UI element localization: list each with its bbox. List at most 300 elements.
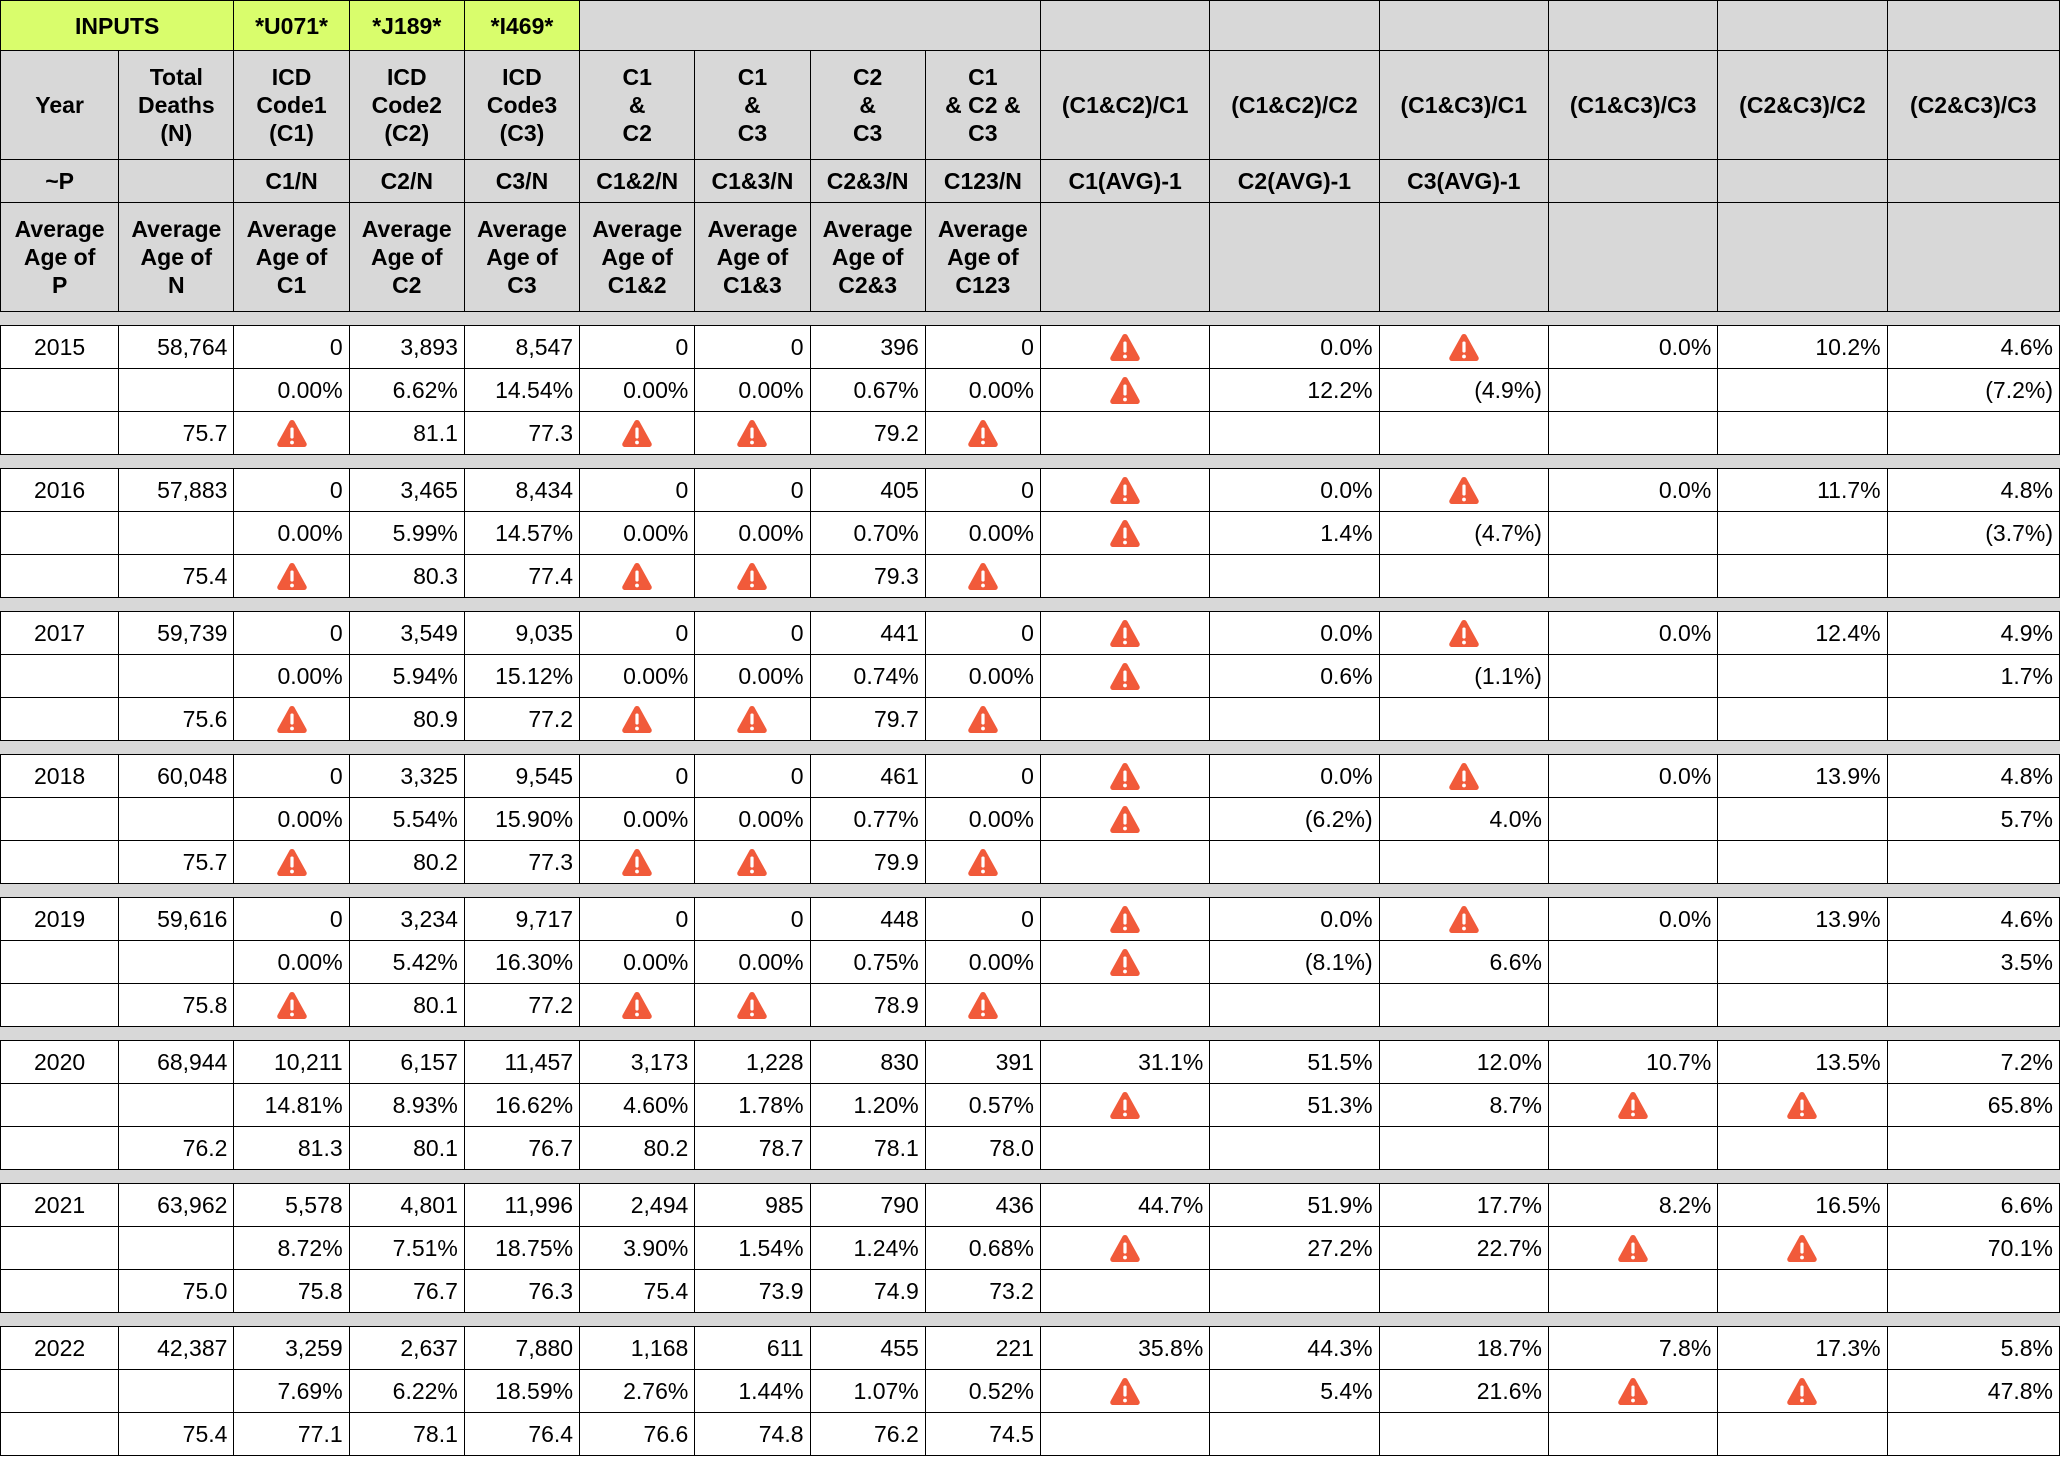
value-cell[interactable]: 3,465 <box>349 469 464 512</box>
value-cell[interactable]: 0.00% <box>695 941 810 984</box>
value-cell[interactable]: 0.00% <box>925 655 1040 698</box>
warning-cell[interactable] <box>234 412 349 455</box>
value-cell[interactable]: (4.9%) <box>1379 369 1548 412</box>
value-cell[interactable]: 0 <box>695 612 810 655</box>
value-cell[interactable]: 75.8 <box>234 1270 349 1313</box>
value-cell[interactable]: 0.67% <box>810 369 925 412</box>
value-cell[interactable] <box>1 1413 119 1456</box>
value-cell[interactable]: 77.1 <box>234 1413 349 1456</box>
warning-cell[interactable] <box>925 841 1040 884</box>
value-cell[interactable]: 1.54% <box>695 1227 810 1270</box>
year-cell[interactable]: 2018 <box>1 755 119 798</box>
value-cell[interactable]: 75.7 <box>119 412 234 455</box>
warning-cell[interactable] <box>925 412 1040 455</box>
value-cell[interactable]: 74.8 <box>695 1413 810 1456</box>
year-cell[interactable]: 2017 <box>1 612 119 655</box>
value-cell[interactable]: 60,048 <box>119 755 234 798</box>
input-code1-cell[interactable]: *U071* <box>234 1 349 51</box>
value-cell[interactable]: 47.8% <box>1887 1370 2059 1413</box>
value-cell[interactable]: 3,893 <box>349 326 464 369</box>
value-cell[interactable]: 0.00% <box>925 369 1040 412</box>
value-cell[interactable] <box>1548 512 1717 555</box>
warning-cell[interactable] <box>1040 469 1209 512</box>
value-cell[interactable]: 16.5% <box>1718 1184 1887 1227</box>
warning-cell[interactable] <box>1379 755 1548 798</box>
value-cell[interactable]: 80.9 <box>349 698 464 741</box>
value-cell[interactable]: (4.7%) <box>1379 512 1548 555</box>
value-cell[interactable] <box>119 369 234 412</box>
value-cell[interactable]: 396 <box>810 326 925 369</box>
value-cell[interactable] <box>119 1370 234 1413</box>
value-cell[interactable]: 78.1 <box>810 1127 925 1170</box>
value-cell[interactable]: 1.07% <box>810 1370 925 1413</box>
value-cell[interactable]: 0.0% <box>1210 755 1379 798</box>
warning-cell[interactable] <box>234 841 349 884</box>
value-cell[interactable]: 0.00% <box>234 512 349 555</box>
value-cell[interactable] <box>1718 984 1887 1027</box>
value-cell[interactable]: 461 <box>810 755 925 798</box>
value-cell[interactable]: 0.00% <box>580 941 695 984</box>
value-cell[interactable]: 77.4 <box>464 555 579 598</box>
value-cell[interactable] <box>1718 841 1887 884</box>
value-cell[interactable]: 2.76% <box>580 1370 695 1413</box>
value-cell[interactable]: 51.9% <box>1210 1184 1379 1227</box>
value-cell[interactable]: 0.00% <box>695 512 810 555</box>
value-cell[interactable] <box>1887 412 2059 455</box>
value-cell[interactable] <box>1210 1413 1379 1456</box>
value-cell[interactable]: 13.9% <box>1718 755 1887 798</box>
warning-cell[interactable] <box>1548 1227 1717 1270</box>
year-cell[interactable]: 2021 <box>1 1184 119 1227</box>
value-cell[interactable]: 80.1 <box>349 984 464 1027</box>
value-cell[interactable]: 58,764 <box>119 326 234 369</box>
value-cell[interactable]: 0 <box>580 326 695 369</box>
year-cell[interactable]: 2019 <box>1 898 119 941</box>
value-cell[interactable] <box>1718 1413 1887 1456</box>
value-cell[interactable]: (8.1%) <box>1210 941 1379 984</box>
value-cell[interactable]: 10,211 <box>234 1041 349 1084</box>
value-cell[interactable]: 7.51% <box>349 1227 464 1270</box>
input-code3-cell[interactable]: *I469* <box>464 1 579 51</box>
value-cell[interactable]: 8.7% <box>1379 1084 1548 1127</box>
value-cell[interactable]: 4,801 <box>349 1184 464 1227</box>
value-cell[interactable]: 10.2% <box>1718 326 1887 369</box>
value-cell[interactable]: 75.4 <box>580 1270 695 1313</box>
value-cell[interactable] <box>119 1227 234 1270</box>
value-cell[interactable] <box>1718 941 1887 984</box>
value-cell[interactable] <box>1379 841 1548 884</box>
warning-cell[interactable] <box>1718 1084 1887 1127</box>
warning-cell[interactable] <box>1040 655 1209 698</box>
value-cell[interactable]: 59,739 <box>119 612 234 655</box>
value-cell[interactable]: 0.0% <box>1548 898 1717 941</box>
value-cell[interactable] <box>1 369 119 412</box>
value-cell[interactable] <box>1040 698 1209 741</box>
value-cell[interactable]: 3,325 <box>349 755 464 798</box>
value-cell[interactable]: 8,547 <box>464 326 579 369</box>
value-cell[interactable]: 436 <box>925 1184 1040 1227</box>
value-cell[interactable] <box>1040 555 1209 598</box>
value-cell[interactable]: 4.8% <box>1887 469 2059 512</box>
warning-cell[interactable] <box>1040 326 1209 369</box>
value-cell[interactable]: 81.3 <box>234 1127 349 1170</box>
value-cell[interactable]: 8.72% <box>234 1227 349 1270</box>
value-cell[interactable]: 17.3% <box>1718 1327 1887 1370</box>
value-cell[interactable]: 15.90% <box>464 798 579 841</box>
value-cell[interactable] <box>1040 1127 1209 1170</box>
warning-cell[interactable] <box>1379 469 1548 512</box>
value-cell[interactable]: 1.44% <box>695 1370 810 1413</box>
value-cell[interactable]: 80.3 <box>349 555 464 598</box>
value-cell[interactable]: 2,637 <box>349 1327 464 1370</box>
value-cell[interactable]: 74.5 <box>925 1413 1040 1456</box>
value-cell[interactable]: 6.6% <box>1379 941 1548 984</box>
value-cell[interactable]: 9,545 <box>464 755 579 798</box>
value-cell[interactable] <box>1 1270 119 1313</box>
warning-cell[interactable] <box>1040 898 1209 941</box>
value-cell[interactable]: 830 <box>810 1041 925 1084</box>
value-cell[interactable]: 0.57% <box>925 1084 1040 1127</box>
warning-cell[interactable] <box>234 555 349 598</box>
value-cell[interactable]: 63,962 <box>119 1184 234 1227</box>
value-cell[interactable]: 77.3 <box>464 412 579 455</box>
year-cell[interactable]: 2016 <box>1 469 119 512</box>
value-cell[interactable]: 0 <box>695 469 810 512</box>
value-cell[interactable]: 15.12% <box>464 655 579 698</box>
value-cell[interactable]: 0 <box>234 469 349 512</box>
value-cell[interactable] <box>1379 984 1548 1027</box>
value-cell[interactable] <box>119 655 234 698</box>
value-cell[interactable] <box>1718 555 1887 598</box>
value-cell[interactable]: 76.2 <box>119 1127 234 1170</box>
value-cell[interactable]: 0.00% <box>925 941 1040 984</box>
value-cell[interactable] <box>1040 984 1209 1027</box>
value-cell[interactable] <box>1 512 119 555</box>
value-cell[interactable]: 0.00% <box>234 941 349 984</box>
value-cell[interactable] <box>1887 555 2059 598</box>
warning-cell[interactable] <box>580 412 695 455</box>
value-cell[interactable]: 57,883 <box>119 469 234 512</box>
value-cell[interactable]: 0 <box>695 326 810 369</box>
value-cell[interactable]: 1,228 <box>695 1041 810 1084</box>
value-cell[interactable]: 1.7% <box>1887 655 2059 698</box>
value-cell[interactable] <box>1379 1127 1548 1170</box>
value-cell[interactable]: 65.8% <box>1887 1084 2059 1127</box>
warning-cell[interactable] <box>1040 1084 1209 1127</box>
value-cell[interactable]: 22.7% <box>1379 1227 1548 1270</box>
value-cell[interactable] <box>1548 555 1717 598</box>
value-cell[interactable]: 2,494 <box>580 1184 695 1227</box>
value-cell[interactable]: 0 <box>234 755 349 798</box>
value-cell[interactable]: 8.2% <box>1548 1184 1717 1227</box>
value-cell[interactable] <box>1548 1413 1717 1456</box>
warning-cell[interactable] <box>1040 941 1209 984</box>
value-cell[interactable] <box>1548 984 1717 1027</box>
value-cell[interactable]: 0.00% <box>580 369 695 412</box>
value-cell[interactable] <box>1887 1413 2059 1456</box>
value-cell[interactable] <box>1210 841 1379 884</box>
value-cell[interactable] <box>1040 1413 1209 1456</box>
value-cell[interactable]: 0 <box>925 612 1040 655</box>
value-cell[interactable]: 1,168 <box>580 1327 695 1370</box>
warning-cell[interactable] <box>1040 612 1209 655</box>
value-cell[interactable] <box>1 798 119 841</box>
value-cell[interactable]: (1.1%) <box>1379 655 1548 698</box>
value-cell[interactable]: 0.0% <box>1548 755 1717 798</box>
value-cell[interactable]: 13.9% <box>1718 898 1887 941</box>
value-cell[interactable] <box>1 1084 119 1127</box>
value-cell[interactable] <box>1210 984 1379 1027</box>
value-cell[interactable]: 0 <box>580 755 695 798</box>
value-cell[interactable]: 790 <box>810 1184 925 1227</box>
value-cell[interactable] <box>1718 698 1887 741</box>
value-cell[interactable]: 70.1% <box>1887 1227 2059 1270</box>
value-cell[interactable]: 0.0% <box>1210 326 1379 369</box>
value-cell[interactable] <box>1718 412 1887 455</box>
value-cell[interactable]: 441 <box>810 612 925 655</box>
value-cell[interactable]: 75.4 <box>119 1413 234 1456</box>
value-cell[interactable]: 14.81% <box>234 1084 349 1127</box>
value-cell[interactable]: 221 <box>925 1327 1040 1370</box>
value-cell[interactable]: 6.62% <box>349 369 464 412</box>
value-cell[interactable] <box>1 555 119 598</box>
value-cell[interactable]: 75.8 <box>119 984 234 1027</box>
warning-cell[interactable] <box>925 984 1040 1027</box>
value-cell[interactable]: 0.52% <box>925 1370 1040 1413</box>
value-cell[interactable]: 44.3% <box>1210 1327 1379 1370</box>
value-cell[interactable]: 0.00% <box>580 655 695 698</box>
warning-cell[interactable] <box>1040 1370 1209 1413</box>
value-cell[interactable]: 59,616 <box>119 898 234 941</box>
value-cell[interactable]: 985 <box>695 1184 810 1227</box>
value-cell[interactable]: 0.75% <box>810 941 925 984</box>
warning-cell[interactable] <box>695 555 810 598</box>
value-cell[interactable]: 79.3 <box>810 555 925 598</box>
value-cell[interactable]: 6.22% <box>349 1370 464 1413</box>
value-cell[interactable]: 11,457 <box>464 1041 579 1084</box>
value-cell[interactable]: 51.5% <box>1210 1041 1379 1084</box>
value-cell[interactable] <box>1718 512 1887 555</box>
value-cell[interactable]: 80.2 <box>349 841 464 884</box>
warning-cell[interactable] <box>1548 1084 1717 1127</box>
value-cell[interactable]: 0 <box>234 326 349 369</box>
value-cell[interactable]: 611 <box>695 1327 810 1370</box>
value-cell[interactable] <box>1548 698 1717 741</box>
value-cell[interactable]: 3,173 <box>580 1041 695 1084</box>
value-cell[interactable] <box>1548 369 1717 412</box>
value-cell[interactable]: 51.3% <box>1210 1084 1379 1127</box>
value-cell[interactable] <box>1 984 119 1027</box>
warning-cell[interactable] <box>1379 612 1548 655</box>
value-cell[interactable]: 12.4% <box>1718 612 1887 655</box>
value-cell[interactable]: 9,035 <box>464 612 579 655</box>
value-cell[interactable] <box>119 512 234 555</box>
value-cell[interactable] <box>1 412 119 455</box>
value-cell[interactable]: 76.4 <box>464 1413 579 1456</box>
value-cell[interactable]: 77.2 <box>464 984 579 1027</box>
warning-cell[interactable] <box>695 698 810 741</box>
value-cell[interactable]: 0.0% <box>1548 326 1717 369</box>
value-cell[interactable]: 31.1% <box>1040 1041 1209 1084</box>
value-cell[interactable] <box>1718 1270 1887 1313</box>
value-cell[interactable]: 13.5% <box>1718 1041 1887 1084</box>
value-cell[interactable] <box>1 841 119 884</box>
value-cell[interactable] <box>1548 1270 1717 1313</box>
value-cell[interactable] <box>1718 369 1887 412</box>
value-cell[interactable]: 1.78% <box>695 1084 810 1127</box>
value-cell[interactable]: 7.2% <box>1887 1041 2059 1084</box>
value-cell[interactable] <box>1379 412 1548 455</box>
value-cell[interactable] <box>1887 984 2059 1027</box>
value-cell[interactable]: 0.00% <box>925 798 1040 841</box>
value-cell[interactable]: 0.0% <box>1548 612 1717 655</box>
warning-cell[interactable] <box>695 841 810 884</box>
value-cell[interactable]: 0.00% <box>234 655 349 698</box>
value-cell[interactable]: 0 <box>925 326 1040 369</box>
value-cell[interactable] <box>1379 698 1548 741</box>
value-cell[interactable]: 80.1 <box>349 1127 464 1170</box>
value-cell[interactable] <box>1887 1270 2059 1313</box>
value-cell[interactable] <box>119 798 234 841</box>
value-cell[interactable]: 4.6% <box>1887 898 2059 941</box>
value-cell[interactable]: 5.99% <box>349 512 464 555</box>
warning-cell[interactable] <box>925 555 1040 598</box>
warning-cell[interactable] <box>1040 512 1209 555</box>
warning-cell[interactable] <box>1040 798 1209 841</box>
value-cell[interactable] <box>1548 1127 1717 1170</box>
value-cell[interactable] <box>1718 1127 1887 1170</box>
warning-cell[interactable] <box>1379 898 1548 941</box>
value-cell[interactable]: 3.90% <box>580 1227 695 1270</box>
value-cell[interactable]: 405 <box>810 469 925 512</box>
value-cell[interactable] <box>1210 698 1379 741</box>
value-cell[interactable] <box>1 941 119 984</box>
value-cell[interactable]: 0.0% <box>1210 469 1379 512</box>
warning-cell[interactable] <box>234 698 349 741</box>
value-cell[interactable]: 0.00% <box>580 512 695 555</box>
value-cell[interactable]: 0 <box>234 612 349 655</box>
value-cell[interactable]: 0.00% <box>695 369 810 412</box>
value-cell[interactable]: 4.8% <box>1887 755 2059 798</box>
warning-cell[interactable] <box>1548 1370 1717 1413</box>
value-cell[interactable] <box>1887 1127 2059 1170</box>
value-cell[interactable]: 0.00% <box>234 798 349 841</box>
value-cell[interactable]: 81.1 <box>349 412 464 455</box>
value-cell[interactable]: (3.7%) <box>1887 512 2059 555</box>
value-cell[interactable]: 5.4% <box>1210 1370 1379 1413</box>
value-cell[interactable]: 6.6% <box>1887 1184 2059 1227</box>
value-cell[interactable]: 5.94% <box>349 655 464 698</box>
value-cell[interactable]: 0.6% <box>1210 655 1379 698</box>
value-cell[interactable] <box>1040 412 1209 455</box>
warning-cell[interactable] <box>234 984 349 1027</box>
value-cell[interactable]: 12.0% <box>1379 1041 1548 1084</box>
value-cell[interactable]: 5.54% <box>349 798 464 841</box>
value-cell[interactable] <box>1718 655 1887 698</box>
value-cell[interactable]: 448 <box>810 898 925 941</box>
value-cell[interactable] <box>1210 1270 1379 1313</box>
value-cell[interactable]: 73.2 <box>925 1270 1040 1313</box>
value-cell[interactable]: 5.7% <box>1887 798 2059 841</box>
value-cell[interactable]: 5,578 <box>234 1184 349 1227</box>
value-cell[interactable] <box>1040 1270 1209 1313</box>
value-cell[interactable] <box>1 1127 119 1170</box>
value-cell[interactable] <box>1718 798 1887 841</box>
value-cell[interactable]: 75.0 <box>119 1270 234 1313</box>
value-cell[interactable]: 76.6 <box>580 1413 695 1456</box>
value-cell[interactable]: 75.7 <box>119 841 234 884</box>
value-cell[interactable] <box>119 1084 234 1127</box>
value-cell[interactable]: 5.8% <box>1887 1327 2059 1370</box>
warning-cell[interactable] <box>1718 1370 1887 1413</box>
year-cell[interactable]: 2022 <box>1 1327 119 1370</box>
value-cell[interactable]: 21.6% <box>1379 1370 1548 1413</box>
value-cell[interactable]: 17.7% <box>1379 1184 1548 1227</box>
value-cell[interactable] <box>1548 841 1717 884</box>
value-cell[interactable]: 0.00% <box>234 369 349 412</box>
warning-cell[interactable] <box>580 698 695 741</box>
value-cell[interactable]: 35.8% <box>1040 1327 1209 1370</box>
value-cell[interactable]: 0.00% <box>695 655 810 698</box>
value-cell[interactable]: 0 <box>580 898 695 941</box>
value-cell[interactable]: 11.7% <box>1718 469 1887 512</box>
value-cell[interactable]: 16.30% <box>464 941 579 984</box>
value-cell[interactable] <box>1379 1270 1548 1313</box>
value-cell[interactable] <box>1548 941 1717 984</box>
value-cell[interactable]: 0.00% <box>925 512 1040 555</box>
value-cell[interactable]: 8,434 <box>464 469 579 512</box>
value-cell[interactable] <box>1 1227 119 1270</box>
value-cell[interactable]: 4.0% <box>1379 798 1548 841</box>
value-cell[interactable]: 0 <box>925 755 1040 798</box>
warning-cell[interactable] <box>1040 369 1209 412</box>
value-cell[interactable]: 18.59% <box>464 1370 579 1413</box>
value-cell[interactable]: 12.2% <box>1210 369 1379 412</box>
value-cell[interactable]: 77.3 <box>464 841 579 884</box>
warning-cell[interactable] <box>580 841 695 884</box>
value-cell[interactable]: 1.24% <box>810 1227 925 1270</box>
value-cell[interactable]: 68,944 <box>119 1041 234 1084</box>
value-cell[interactable]: (6.2%) <box>1210 798 1379 841</box>
value-cell[interactable]: 0 <box>925 898 1040 941</box>
value-cell[interactable]: 42,387 <box>119 1327 234 1370</box>
value-cell[interactable] <box>1040 841 1209 884</box>
value-cell[interactable]: 76.2 <box>810 1413 925 1456</box>
warning-cell[interactable] <box>580 555 695 598</box>
value-cell[interactable]: 76.7 <box>464 1127 579 1170</box>
value-cell[interactable]: 14.57% <box>464 512 579 555</box>
warning-cell[interactable] <box>695 412 810 455</box>
value-cell[interactable]: (7.2%) <box>1887 369 2059 412</box>
warning-cell[interactable] <box>925 698 1040 741</box>
value-cell[interactable]: 3,549 <box>349 612 464 655</box>
year-cell[interactable]: 2020 <box>1 1041 119 1084</box>
value-cell[interactable] <box>1 655 119 698</box>
value-cell[interactable] <box>1210 555 1379 598</box>
value-cell[interactable]: 79.2 <box>810 412 925 455</box>
value-cell[interactable]: 78.0 <box>925 1127 1040 1170</box>
value-cell[interactable] <box>1548 655 1717 698</box>
value-cell[interactable]: 18.75% <box>464 1227 579 1270</box>
value-cell[interactable]: 0.0% <box>1210 612 1379 655</box>
value-cell[interactable]: 3,234 <box>349 898 464 941</box>
value-cell[interactable]: 18.7% <box>1379 1327 1548 1370</box>
value-cell[interactable]: 78.1 <box>349 1413 464 1456</box>
value-cell[interactable]: 3.5% <box>1887 941 2059 984</box>
value-cell[interactable]: 0 <box>580 612 695 655</box>
warning-cell[interactable] <box>1718 1227 1887 1270</box>
value-cell[interactable] <box>1548 798 1717 841</box>
